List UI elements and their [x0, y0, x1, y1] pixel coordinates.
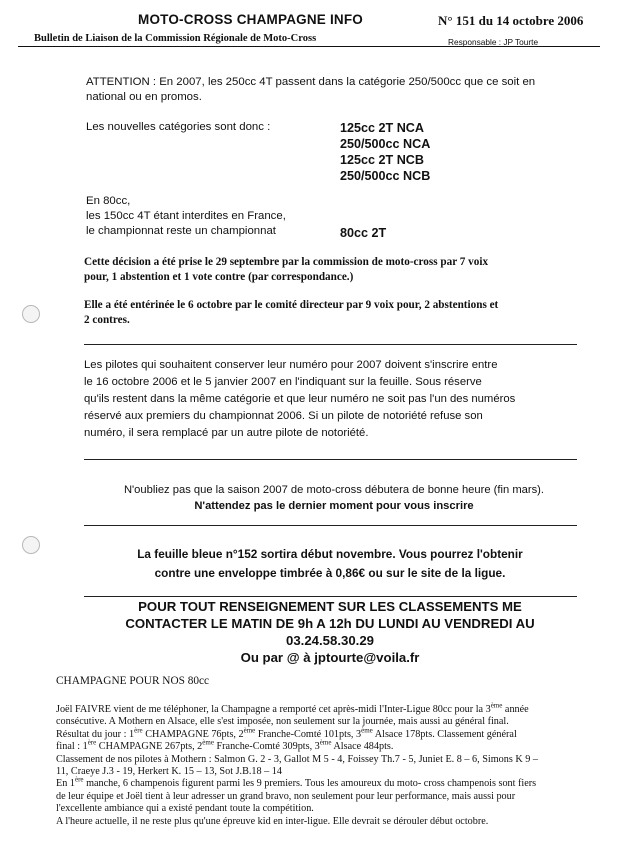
article-text-line: A l'heure actuelle, il ne reste plus qu'une épreuve kid en inter-ligue. Elle devrait se dérouler début octobre.: [56, 815, 489, 827]
section-divider: [84, 344, 577, 345]
superscript: ème: [243, 726, 256, 735]
binder-hole-top: [22, 305, 40, 323]
binder-hole-bottom: [22, 536, 40, 554]
pilotes-line: le 16 octobre 2006 et le 5 janvier 2007 en l'indiquant sur la feuille. Sous réserve: [84, 376, 482, 388]
category-item: 250/500cc NCA: [340, 137, 431, 151]
responsable: Responsable : JP Tourte: [448, 37, 539, 47]
pilotes-line: Les pilotes qui souhaitent conserver leur numéro pour 2007 doivent s'inscrire entre: [84, 359, 498, 371]
article-text-line: En 1: [56, 778, 75, 790]
contact-line-1: POUR TOUT RENSEIGNEMENT SUR LES CLASSEMENTS ME: [138, 599, 522, 614]
article-text-line: de leur équipe et Joël tient à leur adresser un grand bravo, non seulement pour leur performance, mais aussi pour: [56, 790, 516, 802]
article-text-line: Alsace 178pts. Classement général: [372, 728, 517, 740]
article-title: CHAMPAGNE POUR NOS 80cc: [56, 675, 210, 687]
cc80-line-1: En 80cc,: [86, 195, 131, 207]
contact-phone: 03.24.58.30.29: [286, 633, 374, 648]
decision-line-1: Cette décision a été prise le 29 septembre par la commission de moto-cross par 7 voix: [84, 256, 489, 268]
pilotes-line: numéro, il sera remplacé par un autre pilote de notoriété.: [84, 427, 369, 439]
bulletin-title: MOTO-CROSS CHAMPAGNE INFO: [138, 12, 364, 27]
article-text: [56, 701, 616, 828]
enterinee-line-1: Elle a été entérinée le 6 octobre par le comité directeur par 9 voix pour, 2 abstentions et: [84, 299, 499, 311]
cc80-line-3: le championnat reste un championnat: [86, 225, 276, 237]
article-text-line: 11, Craeye J.3 - 19, Herkert K. 15 – 13, Sot J.B.18 – 14: [56, 766, 282, 778]
article-text-line: Franche-Comté 101pts, 3: [255, 728, 362, 740]
attention-line-2: national ou en promos.: [86, 91, 202, 103]
superscript: ère: [74, 776, 84, 785]
superscript: ème: [361, 726, 373, 735]
superscript: ère: [87, 738, 97, 747]
attention-line-1: ATTENTION : En 2007, les 250cc 4T passent dans la catégorie 250/500cc que ce soit en: [86, 76, 536, 88]
superscript: ème: [319, 738, 332, 747]
article-text-line: manche, 6 champenois figurent parmi les 9 premiers. Tous les amoureux du moto- cross champenois sont fiers: [83, 778, 537, 790]
feuille-line-1: La feuille bleue n°152 sortira début novembre. Vous pourrez l'obtenir: [137, 547, 523, 561]
pilotes-line: réservé aux premiers du championnat 2006. Si un pilote de notoriété refuse son: [84, 410, 483, 422]
article-text-line: Classement de nos pilotes à Mothern : Salmon G. 2 - 3, Gallot M 5 - 4, Foissey Th.7 - 5, Juniet E. 8 – 6, Simons K 9 –: [56, 753, 538, 765]
superscript: ème: [202, 738, 214, 747]
superscript: ère: [134, 726, 143, 735]
saison-line-2: N'attendez pas le dernier moment pour vous inscrire: [194, 500, 474, 512]
pilotes-line: qu'ils restent dans la même catégorie et que leur numéro ne soit pas l'un des numéros: [84, 393, 516, 405]
issue-number: N° 151 du 14 octobre 2006: [438, 13, 584, 28]
section-divider: [84, 525, 577, 526]
article-text-line: Alsace 484pts.: [331, 741, 394, 753]
category-item: 125cc 2T NCB: [340, 153, 424, 167]
category-item: 125cc 2T NCA: [340, 121, 424, 135]
cc80-value: 80cc 2T: [340, 226, 387, 240]
contact-email: Ou par @ à jptourte@voila.fr: [240, 650, 420, 665]
article-text-line: CHAMPAGNE 76pts, 2: [142, 728, 244, 740]
enterinee-line-2: 2 contres.: [84, 314, 130, 326]
superscript: ème: [490, 701, 503, 710]
decision-line-2: pour, 1 abstention et 1 vote contre (par correspondance.): [84, 271, 354, 283]
contact-line-2: CONTACTER LE MATIN DE 9h A 12h DU LUNDI AU VENDREDI AU: [125, 616, 535, 631]
article-text-line: Franche-Comté 309pts, 3: [213, 741, 320, 753]
section-divider: [84, 596, 577, 597]
bulletin-subtitle: Bulletin de Liaison de la Commission Régionale de Moto-Cross: [34, 33, 317, 44]
article-text-line: année: [502, 704, 529, 715]
article-text-line: Joël FAIVRE vient de me téléphoner, la Champagne a remporté cet après-midi l'Inter-Ligue 80cc pour la 3: [56, 704, 491, 715]
article-text-line: final : 1: [56, 741, 88, 753]
article-text-line: l'excellente ambiance qui a existé pendant toute la compétition.: [56, 803, 314, 815]
article-text-line: consécutive. A Mothern en Alsace, elle s'est imposée, non seulement sur la journée, mais aussi au général final.: [56, 716, 509, 728]
cc80-line-2: les 150cc 4T étant interdites en France,: [86, 210, 286, 222]
article-text-line: CHAMPAGNE 267pts, 2: [96, 741, 203, 753]
category-item: 250/500cc NCB: [340, 169, 431, 183]
feuille-line-2: contre une enveloppe timbrée à 0,86€ ou sur le site de la ligue.: [154, 566, 506, 580]
saison-line-1: N'oubliez pas que la saison 2007 de moto-cross débutera de bonne heure (fin mars).: [123, 484, 545, 496]
article-text-line: Résultat du jour : 1: [56, 728, 135, 740]
section-divider: [84, 459, 577, 460]
categories-intro: Les nouvelles catégories sont donc :: [86, 121, 271, 133]
header-divider: [18, 46, 600, 47]
